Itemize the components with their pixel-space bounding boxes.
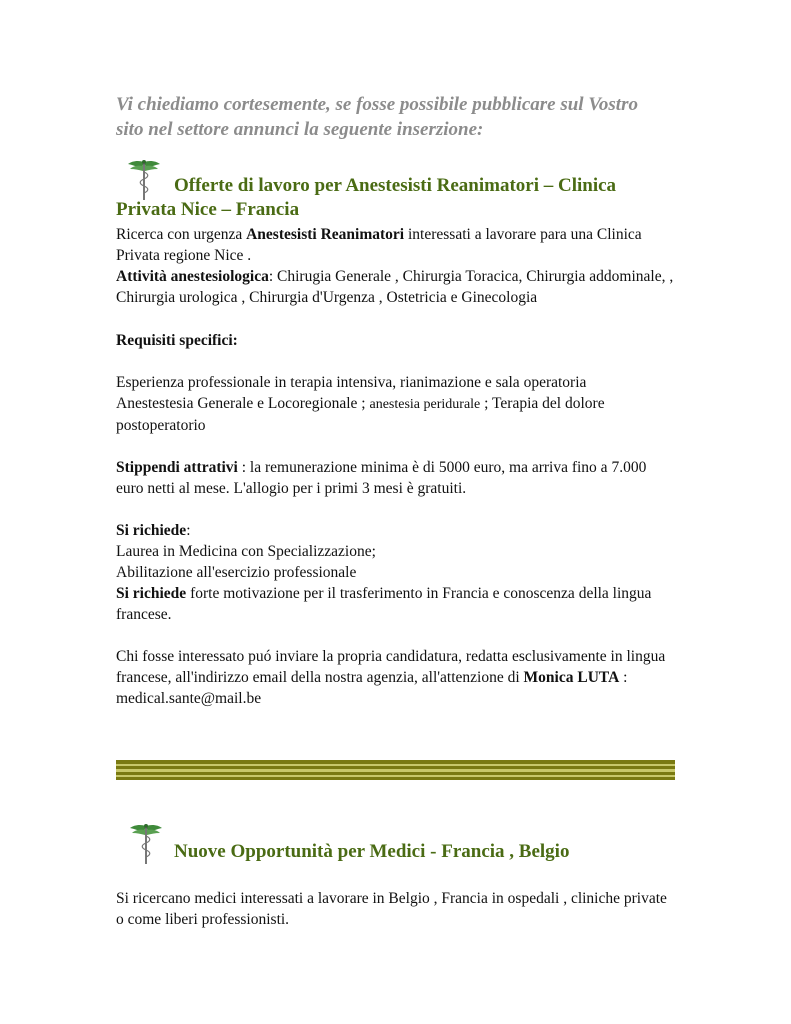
requirement-3-text: forte motivazione per il trasferimento in Francia e conoscenza della lingua francese.: [116, 585, 652, 623]
caduceus-icon: [126, 158, 162, 202]
contact-name: Monica LUTA: [523, 669, 620, 686]
ad1-heading: [116, 174, 676, 222]
ad1-attivita: [116, 266, 676, 308]
si-richiede-label: Si richiede: [116, 522, 187, 539]
requisiti-text: [116, 372, 676, 436]
si-richiede-label-2: Si richiede: [116, 585, 187, 602]
requisiti-line-2-small: anestesia peridurale: [369, 397, 481, 412]
attivita-label: Attività anestesiologica: [116, 268, 269, 285]
requisiti-label: Requisiti specifici:: [116, 332, 238, 349]
caduceus-icon: [128, 822, 164, 866]
requisiti-line-2b: ; Terapia del dolore postoperatorio: [116, 395, 605, 434]
si-richiede-heading: [116, 520, 676, 541]
divider-bar: [116, 760, 675, 780]
ad1-intro: [116, 224, 676, 266]
ad1-intro-pre: Ricerca con urgenza: [116, 226, 247, 243]
divider-line-2: [116, 770, 675, 777]
contact-body: Chi fosse interessato puó inviare la propria candidatura, redatta esclusivamente in lingua francese, all'indirizzo email della nostra agenzia, all'attenzione di: [116, 648, 666, 686]
ad2-text: Si ricercano medici interessati a lavorare in Belgio , Francia in ospedali , cliniche private o come liberi professionisti.: [116, 890, 667, 928]
requirement-1: Laurea in Medicina con Specializzazione;: [116, 543, 376, 560]
attivita-text: : Chirugia Generale , Chirurgia Toracica, Chirurgia addominale, , Chirurgia urologica , Chirurgia d'Urgenza , Ostetricia e Ginecologia: [116, 268, 674, 306]
intro-text: [116, 92, 676, 142]
requirement-3: [116, 583, 676, 625]
ad2-section: [116, 822, 676, 930]
stipendi-body: : la remunerazione minima è di 5000 euro, ma arriva fino a 7.000 euro netti al mese. L'allogio per i primi 3 mesi è gratuiti.: [116, 459, 647, 497]
ad1-title-line-2: Privata Nice – Francia: [116, 199, 300, 220]
intro-line-2: sito nel settore annunci la seguente inserzione:: [116, 119, 484, 140]
contact-text: [116, 646, 676, 709]
requisiti-line-2a: Anestestesia Generale e Locoregionale ;: [116, 395, 370, 412]
ad1-intro-bold: Anestesisti Reanimatori: [246, 226, 405, 243]
contact-email: : medical.sante@mail.be: [116, 669, 628, 707]
stipendi-text: [116, 457, 676, 499]
ad2-heading: [116, 822, 676, 864]
ad1-title-line-1: Offerte di lavoro per Anestesisti Reanimatori – Clinica: [174, 175, 617, 196]
ad1-intro-post: interessati a lavorare para una Clinica Privata regione Nice .: [116, 226, 642, 264]
stipendi-label: Stippendi attrativi: [116, 459, 238, 476]
ad2-title: Nuove Opportunità per Medici - Francia , Belgio: [174, 841, 570, 862]
document-page: [116, 92, 676, 709]
requisiti-heading: [116, 330, 676, 351]
requisiti-line-1: Esperienza professionale in terapia intensiva, rianimazione e sala operatoria: [116, 374, 587, 391]
requirement-2: Abilitazione all'esercizio professionale: [116, 564, 357, 581]
intro-line-1: Vi chiediamo cortesemente, se fosse possibile pubblicare sul Vostro: [116, 94, 638, 115]
si-richiede-colon: :: [186, 522, 191, 539]
